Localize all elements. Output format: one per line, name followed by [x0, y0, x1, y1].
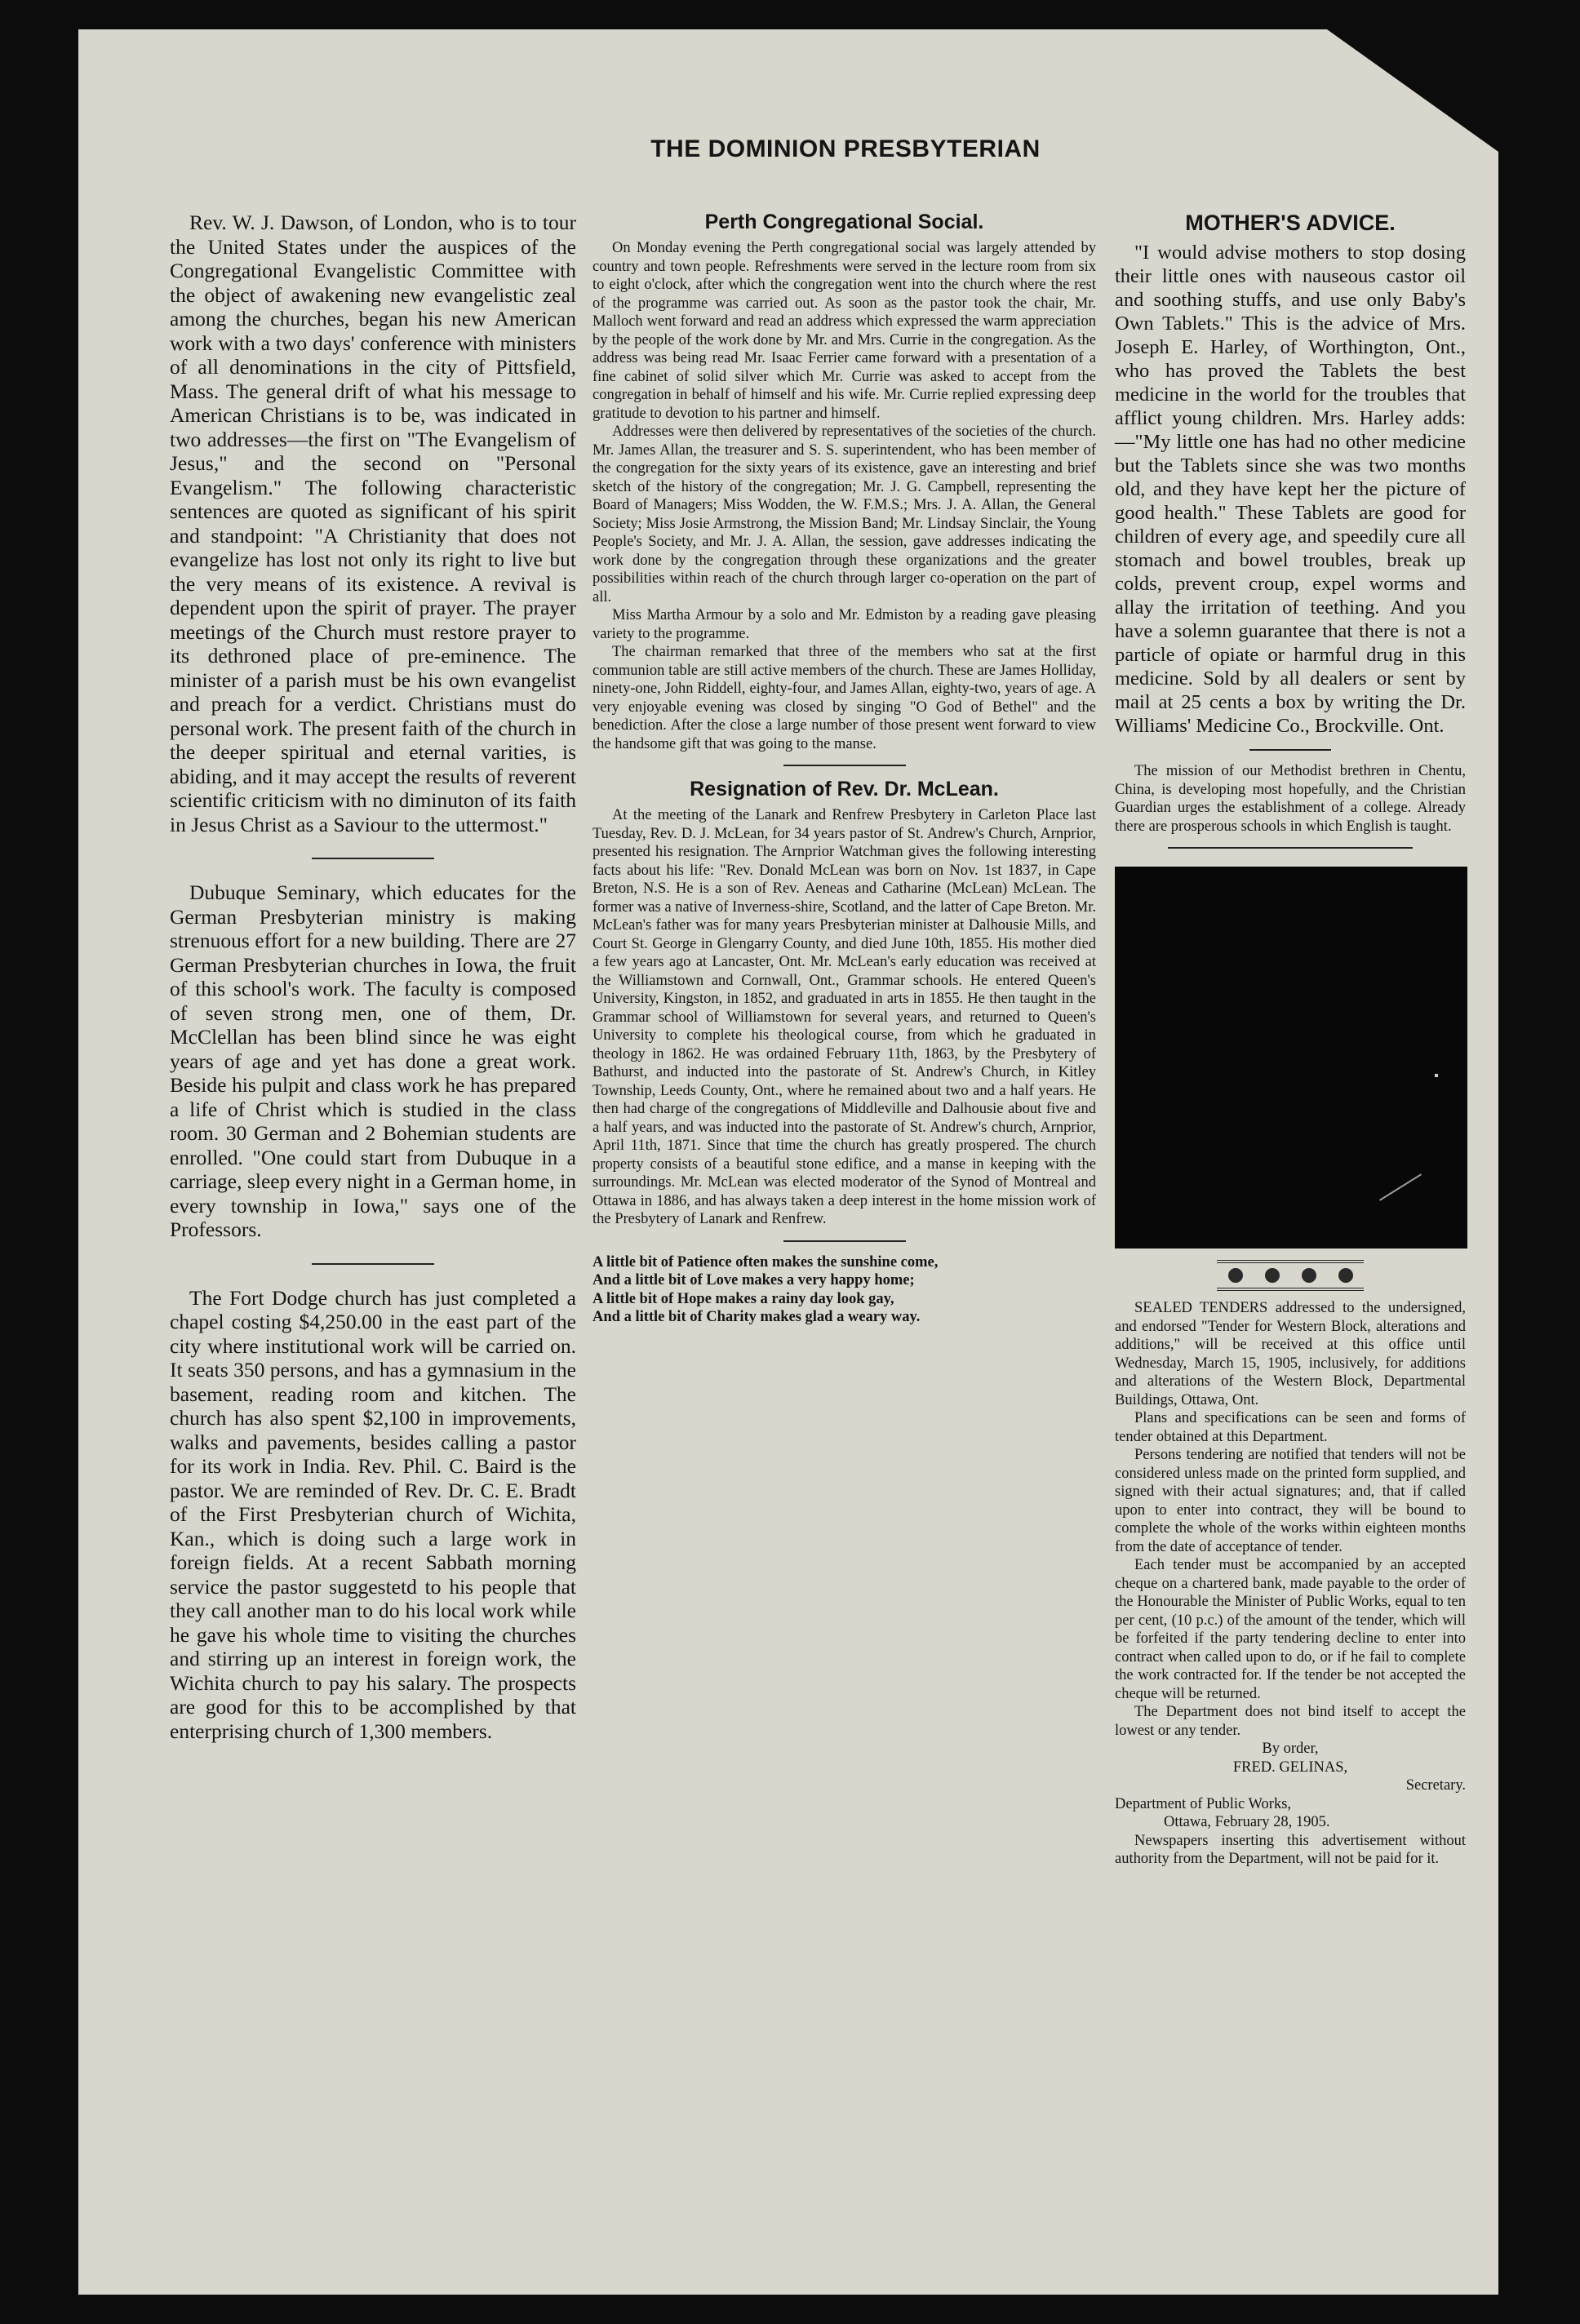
advice-headline: MOTHER'S ADVICE.	[1185, 211, 1396, 235]
tender-notice: SEALED TENDERS addressed to the undersigned, and endorsed "Tender for Western Block, alterations and additions," will be received at this office until Wednesday, March 15, 1905, inclusively, for additions and alterations of the Western Block, Departmental Buildings, Ottawa, Ont.	[1115, 1300, 1466, 1408]
poem	[592, 1253, 1096, 1327]
column-right	[1115, 211, 1466, 1869]
divider	[312, 858, 434, 859]
mclean-paragraph: At the meeting of the Lanark and Renfrew Presbytery in Carleton Place last Tuesday, Rev. D. J. McLean, for 34 years pastor of St. Andrew's Church, Arnprior, presented his resignation. The Arnprior Watchman gives the following interesting facts about his life: "Rev. Donald McLean was born on Nov. 1st 1837, in Cape Breton, N.S. He is a son of Rev. Aeneas and Catharine (McLean) McLean. The former was a native of Inverness-shire, Scotland, and the latter of Cape Breton. Mr. McLean's father was for many years Presbyterian minister at Dalhousie Mills, and Court St. George in Glengarry County, and died June 10th, 1855. His mother died a few years ago at Lancaster, Ont. Mr. McLean's early education was received at the Williamstown and Cornwall, Ont., Grammar schools. He entered Queen's University, Kingston, in 1852, and graduated in arts in 1855. He then taught in the Grammar school of Williamstown for several years, and returned to Queen's University to complete his theological course, from which he graduated in theology in 1862. He was ordained February 11th, 1863, by the Presbytery of Bathurst, and inducted into the pastorate of St. Andrew's Church, in Kitley Township, Leeds County, Ont., where he remained about two and a half years. He then had charge of the congregations of Middleville and Dalhousie about five and a half years, and was inducted into the pastorate of St. Andrew's church, Arnprior, April 11th, 1871. Since that time the church has greatly prospered. The church property consists of a beautiful stone edifice, and a manse in keeping with the surroundings. Mr. McLean was elected moderator of the Synod of Montreal and Ottawa in 1886, and has always taken a deep interest in the home mission work of the Presbytery of Lanark and Renfrew.	[592, 807, 1096, 1227]
torn-corner	[1327, 29, 1498, 152]
poem-line: And a little bit of Love makes a very happy home;	[592, 1272, 915, 1288]
ornament-icon	[1217, 1260, 1364, 1291]
perth-paragraph: Miss Martha Armour by a solo and Mr. Edmiston by a reading gave pleasing variety to the programme.	[592, 607, 1096, 642]
divider	[783, 765, 906, 766]
column-left	[170, 211, 576, 1743]
tender-notice: The Department does not bind itself to accept the lowest or any tender.	[1115, 1704, 1466, 1739]
blacked-out-image	[1115, 867, 1467, 1248]
page-title: THE DOMINION PRESBYTERIAN	[650, 135, 1041, 162]
newspaper-page	[78, 29, 1498, 2295]
poem-line: And a little bit of Charity makes glad a weary way.	[592, 1309, 921, 1325]
newspapers-note: Newspapers inserting this advertisement without authority from the Department, will not be paid for it.	[1115, 1832, 1466, 1867]
fort-dodge-article: The Fort Dodge church has just completed a chapel costing $4,250.00 in the east part of the city where institutional work will be carried on. It seats 350 persons, and has a gymnasium in the basement, reading room and kitchen. The church has also spent $2,100 in improvements, walks and pavements, besides calling a pastor for its work in India. Rev. Phil. C. Baird is the pastor. We are reminded of Rev. Dr. C. E. Bradt of the First Presbyterian church of Wichita, Kan., which is doing such a large work in foreign fields. At a recent Sabbath morning service the pastor suggestetd to his people that they call another man to do his local work while he gave his whole time to visiting the churches and stirring up an interest in foreign work, the Wichita church to pay his salary. The prospects are good for this to be accomplished by that enterprising church of 1,300 members.	[170, 1285, 576, 1743]
mclean-headline: Resignation of Rev. Dr. McLean.	[690, 778, 999, 801]
signer-title: Secretary.	[1405, 1777, 1466, 1794]
divider	[1249, 749, 1331, 751]
tender-notice: Persons tendering are notified that tenders will not be considered unless made on the printed form supplied, and signed with their actual signatures; and, that if called upon to enter into contract, they will be bound to complete the whole of the works within eighteen months from the date of acceptance of tender.	[1115, 1447, 1466, 1555]
tender-notice: Plans and specifications can be seen and forms of tender obtained at this Department.	[1115, 1410, 1466, 1445]
tender-notice: Each tender must be accompanied by an accepted cheque on a chartered bank, made payable to the order of the Honourable the Minister of Public Works, equal to ten per cent, (10 p.c.) of the amount of the tender, which will be forfeited if the party tendering decline to enter into contract when called upon to do, or if he fail to complete the work contracted for. If the tender be not accepted the cheque will be returned.	[1115, 1557, 1466, 1702]
perth-headline: Perth Congregational Social.	[704, 211, 984, 233]
image-crease	[1379, 1173, 1422, 1200]
poem-line: A little bit of Patience often makes the sunshine come,	[592, 1253, 939, 1271]
ornament-dot-icon	[1338, 1268, 1353, 1283]
department-date: Ottawa, February 28, 1905.	[1164, 1814, 1330, 1830]
divider	[783, 1240, 906, 1242]
dawson-article: Rev. W. J. Dawson, of London, who is to tour the United States under the auspices of the Congregational Evangelistic Committee with the object of awakening new evangelistic zeal among the churches, began his new American work with a two days' conference with ministers of all denominations in the city of Pittsfield, Mass. The general drift of what his message to American Christians is to be, was indicated in two addresses—the first on "The Evangelism of Jesus," and the second on "Personal Evangelism." The following characteristic sentences are quoted as significant of his spirit and standpoint: "A Christianity that does not evangelize has lost not only its right to live but the very means of its existence. A revival is dependent upon the spirit of prayer. The prayer meetings of the Church must restore prayer to its dethroned place of pre-eminence. The minister of a parish must be his own evangelist and preach for a verdict. Christians must do personal work. The present faith of the church in the deeper spiritual and eternal varities, is abiding, and it may accept the results of reverent scientific criticism with no diminuton of its faith in Jesus Christ as a Saviour to the uttermost."	[170, 211, 576, 836]
ornament-dot-icon	[1228, 1268, 1243, 1283]
perth-paragraph: The chairman remarked that three of the members who sat at the first communion table are still active members of the church. These are James Holliday, ninety-one, John Riddell, eighty-four, and James Allan, eighty-two, years of age. A very enjoyable evening was closed by singing "O God of Bethel" and the benediction. After the close a large number of those present went forward to view the handsome gift that was going to the manse.	[592, 644, 1096, 752]
image-speck	[1435, 1074, 1438, 1077]
ornament-dot-icon	[1265, 1268, 1280, 1283]
divider	[312, 1263, 434, 1265]
by-order: By order,	[1262, 1741, 1319, 1757]
department-name: Department of Public Works,	[1115, 1795, 1292, 1812]
advice-article: "I would advise mothers to stop dosing their little ones with nauseous castor oil and soothing stuffs, and use only Baby's Own Tablets." This is the advice of Mrs. Joseph E. Harley, of Worthington, Ont., who has proved the Tablets the best medicine in the world for the troubles that afflict young children. Mrs. Harley adds:—"My little one has had no other medicine but the Tablets since she was two months old, and they have kept her the picture of good health." These Tablets are good for children of every age, and speedily cure all stomach and bowel troubles, break up colds, prevent croup, expel worms and allay the irritation of teething. And you have a solemn guarantee that there is not a particle of opiate or harmful drug in this medicine. Sold by all dealers or sent by mail at 25 cents a box by writing the Dr. Williams' Medicine Co., Brockville. Ont.	[1115, 242, 1466, 737]
perth-paragraph: On Monday evening the Perth congregational social was largely attended by country and town people. Refreshments were served in the lecture room from six to eight o'clock, after which the congregation went into the church where the rest of the programme was carried out. As soon as the pastor took the chair, Mr. Malloch went forward and read an address which expressed the warm appreciation by the people of the work done by Mr. and Mrs. Currie in the congregation. As the address was being read Mr. Isaac Ferrier came forward with a presentation of a fine cabinet of solid silver which Mr. Currie was asked to accept from the congregation in behalf of himself and his wife. Mr. Currie replied expressing deep gratitude to devotion to his partner and himself.	[592, 240, 1096, 422]
divider	[1168, 847, 1413, 849]
ornament-dot-icon	[1302, 1268, 1316, 1283]
column-middle	[592, 211, 1096, 1327]
signer-name: FRED. GELINAS,	[1232, 1759, 1348, 1776]
perth-paragraph: Addresses were then delivered by representatives of the societies of the church. Mr. James Allan, the treasurer and S. S. superintendent, who has been member of the congregation for the sixty years of its existence, gave an interesting and brief sketch of the history of the congregation; Mr. J. G. Campbell, representing the Board of Managers; Miss Wodden, the W. F.M.S.; Mrs. J. A. Allan, the General Society; Miss Josie Armstrong, the Mission Band; Mr. Lindsay Sinclair, the Young People's Society, and Mr. J. A. Allan, the session, gave addresses indicating the work done by the congregation through these organizations and the greater possibilities within reach of the church through larger co-operation on the part of all.	[592, 424, 1096, 605]
poem-line: A little bit of Hope makes a rainy day look gay,	[592, 1290, 894, 1307]
mission-note: The mission of our Methodist brethren in Chentu, China, is developing most hopefully, and the Christian Guardian urges the establishment of a college. Already there are prosperous schools in which English is taught.	[1115, 763, 1466, 835]
dubuque-article: Dubuque Seminary, which educates for the German Presbyterian ministry is making strenuous effort for a new building. There are 27 German Presbyterian churches in Iowa, the fruit of this school's work. The faculty is composed of seven strong men, one of them, Dr. McClellan has been blind since he was eight years of age and yet has done a great work. Beside his pulpit and class work he has prepared a life of Christ which is studied in the class room. 30 German and 2 Bohemian students are enrolled. "One could start from Dubuque in a carriage, sleep every night in a German home, in every township in Iowa," says one of the Professors.	[170, 880, 576, 1241]
